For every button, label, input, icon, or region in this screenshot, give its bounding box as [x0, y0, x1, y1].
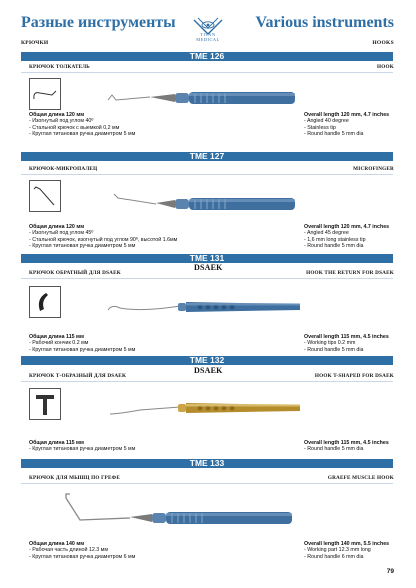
divider [21, 278, 393, 279]
spec-heading-en: Overall length 120 mm, 4.7 inches [304, 224, 390, 230]
spec-item: - Angled 45 degree [304, 230, 349, 237]
product-caption-ru: КРЮЧОК Т-ОБРАЗНЫЙ ДЛЯ DSAEK [29, 373, 127, 379]
product-caption-en: HOOK [377, 64, 394, 70]
spec-list-en [304, 334, 389, 353]
spec-list-en [304, 224, 389, 249]
spec-item: - Рабочий кончик 0.2 мм [29, 340, 89, 347]
spec-item: - Round handle 5 mm dia [304, 446, 364, 453]
spec-list-ru [29, 224, 177, 249]
product-caption-en: GRAEFE MUSCLE HOOK [327, 475, 394, 481]
section-subtitle-ru: КРЮЧКИ [21, 40, 49, 46]
spec-item: - Stainless tip [304, 124, 336, 131]
spec-item: - Круглая титановая ручка диаметром 5 мм [29, 346, 136, 353]
spec-heading-ru: Общая длина 115 мм [29, 334, 84, 340]
dsaek-label: DSAEK [194, 263, 223, 272]
product-code-bar: TME 133 [21, 459, 393, 468]
instrument-image-microfinger [100, 186, 400, 220]
tip-detail-hook-icon [29, 78, 61, 110]
divider [21, 381, 393, 382]
spec-item: - Round handle 5 mm dia [304, 242, 364, 249]
spec-heading-ru: Общая длина 140 мм [29, 541, 85, 547]
logo-text [186, 32, 230, 42]
tip-detail-return-hook-icon [29, 286, 61, 318]
spec-item: - Стальной крючок, изогнутый под углом 90º, высотой 1.6мм [29, 236, 178, 243]
instrument-image-return-hook [100, 290, 400, 324]
instrument-image-hook [100, 82, 400, 116]
divider [21, 174, 393, 175]
product-caption-en: HOOK THE RETURN FOR DSAEK [306, 270, 394, 276]
spec-item: - Round handle 6 mm dia [304, 553, 364, 560]
titan-logo-icon [189, 12, 227, 48]
product-code-bar: TME 132 [21, 356, 393, 365]
spec-heading-en: Overall length 115 mm, 4.5 inches [304, 440, 389, 446]
dsaek-label: DSAEK [194, 366, 223, 375]
spec-item: - Working part 12.3 mm long [304, 547, 371, 554]
page-title-ru: Разные инструменты [21, 14, 176, 31]
spec-list-en [304, 541, 389, 560]
spec-item: - Working tips 0.2 mm [304, 340, 356, 347]
spec-item: - Изогнутый под углом 45º [29, 230, 94, 237]
spec-list-en [304, 112, 389, 137]
spec-heading-ru: Общая длина 120 мм [29, 112, 85, 118]
spec-item: - Изогнутый под углом 40º [29, 118, 94, 125]
spec-heading-ru: Общая длина 120 мм [29, 224, 85, 230]
spec-list-ru [29, 112, 135, 137]
spec-item: - Рабочая часть длиной 12.3 мм [29, 547, 108, 554]
tip-detail-microfinger-icon [29, 180, 61, 212]
instrument-image-graefe-hook [60, 490, 400, 530]
product-caption-ru: КРЮЧОК ДЛЯ МЫШЦ ПО ГРЕФЕ [29, 475, 120, 481]
logo-text-line-2: MEDICAL [196, 37, 220, 42]
product-caption-ru: КРЮЧОК-МИКРОПАЛЕЦ [29, 166, 98, 172]
spec-item: - Круглая титановая ручка диаметром 5 мм [29, 130, 136, 137]
spec-item: - Круглая титановая ручка диаметром 5 мм [29, 446, 136, 453]
product-caption-ru: КРЮЧОК ТОЛКАТЕЛЬ [29, 64, 90, 70]
spec-list-ru [29, 541, 135, 560]
product-caption-en: MICROFINGER [353, 166, 394, 172]
page-title-en: Various instruments [255, 14, 394, 31]
product-code-bar: TME 131 [21, 254, 393, 263]
divider [21, 72, 393, 73]
spec-heading-en: Overall length 115 mm, 4.5 inches [304, 334, 389, 340]
product-caption-ru: КРЮЧОК ОБРАТНЫЙ ДЛЯ DSAEK [29, 270, 122, 276]
spec-heading-en: Overall length 120 mm, 4.7 inches [304, 112, 390, 118]
instrument-image-t-hook [100, 392, 400, 426]
spec-item: - 1,6 mm long stainless tip [304, 236, 366, 243]
logo-text-line-1: TITAN [200, 32, 216, 37]
spec-item: - Круглая титановая ручка диаметром 5 мм [29, 242, 136, 249]
spec-list-en [304, 440, 389, 453]
product-caption-en: HOOK T-SHAPED FOR DSAEK [314, 373, 394, 379]
spec-list-ru [29, 334, 135, 353]
spec-heading-ru: Общая длина 115 мм [29, 440, 84, 446]
spec-item: - Angled 40 degree [304, 118, 349, 125]
section-subtitle-en: HOOKS [372, 40, 394, 46]
page-number: 79 [386, 568, 394, 575]
spec-item: - Круглая титановая ручка диаметром 6 мм [29, 553, 136, 560]
spec-item: - Round handle 5 mm dia [304, 130, 364, 137]
spec-heading-en: Overall length 140 mm, 5.5 inches [304, 541, 390, 547]
spec-list-ru [29, 440, 135, 453]
spec-item: - Стальной крючок с выемкой 0,2 мм [29, 124, 120, 131]
spec-item: - Round handle 5 mm dia [304, 346, 364, 353]
product-code-bar: TME 127 [21, 152, 393, 161]
product-code-bar: TME 126 [21, 52, 393, 61]
tip-detail-t-hook-icon [29, 388, 61, 420]
divider [21, 483, 393, 484]
